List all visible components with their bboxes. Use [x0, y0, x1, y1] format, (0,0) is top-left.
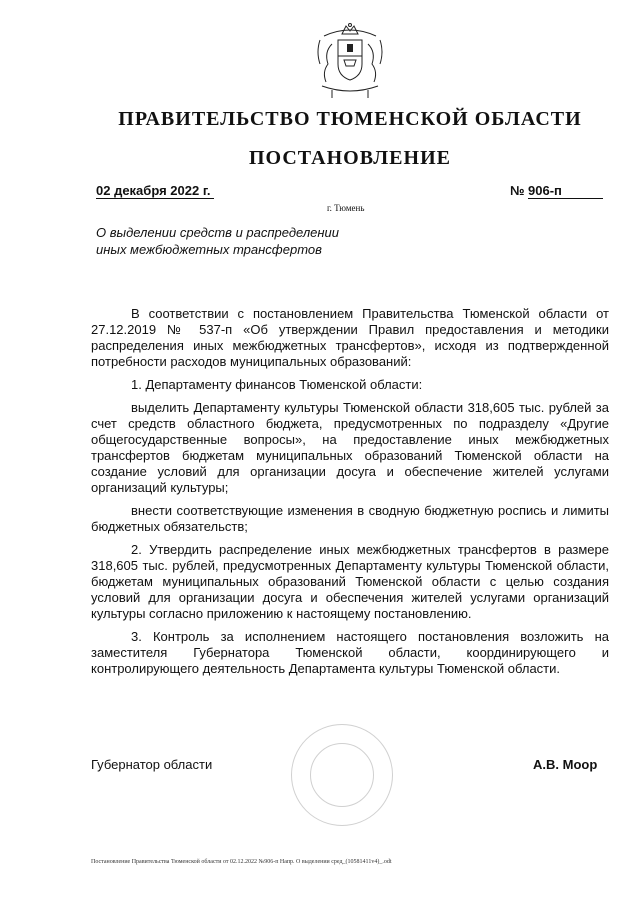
paragraph-item-2: 2. Утвердить распределение иных межбюджетных трансфертов в размере 318,605 тыс. рублей, предусмотренных Департаменту культуры Тюменской области, бюджетам муниципальных образований Тюменской области с целью создания условий для организации досуга и обеспечения жителей услугами организаций культуры согласно приложению к настоящему постановлению. [91, 542, 609, 621]
government-name: ПРАВИТЕЛЬСТВО ТЮМЕНСКОЙ ОБЛАСТИ [118, 108, 582, 130]
signatory-name: А.В. Моор [533, 757, 598, 772]
number-prefix: № [510, 183, 525, 198]
city-label: г. Тюмень [327, 203, 365, 213]
document-number [528, 183, 603, 199]
seal-inner-ring [310, 743, 374, 807]
document-number-value: 906-п [528, 183, 562, 198]
official-seal-icon [291, 724, 393, 826]
document-type: ПОСТАНОВЛЕНИЕ [249, 147, 451, 169]
paragraph-item-1-allocate: выделить Департаменту культуры Тюменской области 318,605 тыс. рублей за счет средств областного бюджета, предусмотренных по подразделу «Другие общегосударственные вопросы», на предоставление иных межбюджетных трансфертов бюджетам муниципальных образований Тюменской области на создание условий для организации досуга и обеспечение жителей услугами организаций культуры; [91, 400, 609, 495]
footer-file-reference: Постановление Правительства Тюменской области от 02.12.2022 №906-п Напр. О выделении сред_(10581411v4)_.odt [91, 859, 392, 865]
paragraph-preamble: В соответствии с постановлением Правительства Тюменской области от 27.12.2019 № 537-п «Об утверждении Правил предоставления и методики распределения иных межбюджетных трансфертов», исходя из подтвержденной потребности расходов муниципальных образований: [91, 306, 609, 369]
tyumen-coat-of-arms-icon [302, 22, 398, 102]
subject-line-2: иных межбюджетных трансфертов [96, 242, 322, 257]
paragraph-item-1-amend: внести соответствующие изменения в сводную бюджетную роспись и лимиты бюджетных обязательств; [91, 503, 609, 534]
document-body [91, 306, 609, 684]
signatory-role: Губернатор области [91, 757, 213, 772]
subject-line-1: О выделении средств и распределении [96, 225, 340, 240]
document-date: 02 декабря 2022 г. [96, 183, 214, 199]
document-subject [96, 224, 396, 258]
paragraph-item-3: 3. Контроль за исполнением настоящего постановления возложить на заместителя Губернатора Тюменской области, координирующего и контролирующего деятельность Департамента культуры Тюменской области. [91, 629, 609, 676]
paragraph-item-1: 1. Департаменту финансов Тюменской области: [131, 377, 423, 392]
